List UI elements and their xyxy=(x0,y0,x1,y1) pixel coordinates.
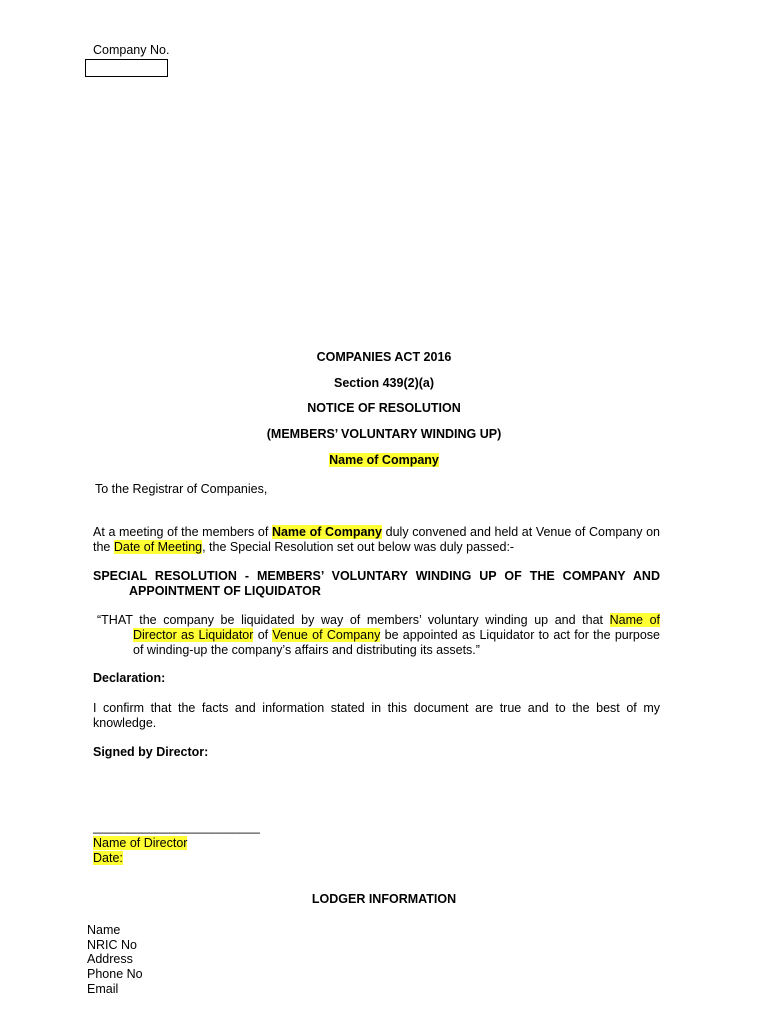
director-name-placeholder: Name of Director xyxy=(93,836,188,850)
director-name-block xyxy=(93,836,187,866)
lodger-fields xyxy=(87,923,143,997)
company-no-field[interactable] xyxy=(85,59,168,77)
venue-placeholder: Venue of Company xyxy=(272,628,381,642)
act-title: COMPANIES ACT 2016 xyxy=(316,350,452,364)
meeting-text-1: At a meeting of the members of xyxy=(93,525,272,539)
lodger-field-phone: Phone No xyxy=(87,967,143,982)
meeting-date-placeholder: Date of Meeting xyxy=(113,540,203,554)
notice-title: NOTICE OF RESOLUTION xyxy=(307,401,461,415)
signature-line[interactable]: ________________________ xyxy=(93,820,260,834)
declaration-text: I confirm that the facts and information stated in this document are true and to the best of my knowledge. xyxy=(93,701,660,730)
section-title: Section 439(2)(a) xyxy=(333,376,435,390)
meeting-company-placeholder: Name of Company xyxy=(271,525,383,539)
company-no-label: Company No. xyxy=(93,43,170,57)
subtitle: (MEMBERS’ VOLUNTARY WINDING UP) xyxy=(266,427,502,441)
company-name-title xyxy=(0,453,768,467)
lodger-field-nric: NRIC No xyxy=(87,937,138,952)
resolution-paragraph xyxy=(97,613,660,658)
meeting-text-3: , the Special Resolution set out below was duly passed:- xyxy=(202,540,515,554)
lodger-field-email: Email xyxy=(87,981,119,996)
resolution-text-2: of xyxy=(253,628,273,642)
declaration-heading: Declaration: xyxy=(93,671,166,685)
liquidator-placeholder: Name of Director as Liquidator xyxy=(133,613,660,642)
date-placeholder: Date: xyxy=(93,851,123,865)
company-name-placeholder: Name of Company xyxy=(329,453,439,467)
lodger-field-address: Address xyxy=(87,952,133,967)
lodger-heading: LODGER INFORMATION xyxy=(311,892,457,906)
signed-by-heading: Signed by Director: xyxy=(93,745,209,759)
resolution-text-3: be appointed as Liquidator to act for the purpose of winding-up the company’s affairs and distributing its assets.” xyxy=(133,628,660,657)
resolution-text-1: “THAT the company be liquidated by way of members’ voluntary winding up and that xyxy=(97,613,610,627)
addressee: To the Registrar of Companies, xyxy=(95,482,268,496)
special-resolution-heading: SPECIAL RESOLUTION - MEMBERS’ VOLUNTARY WINDING UP OF THE COMPANY AND APPOINTMENT OF LIQUIDATOR xyxy=(93,569,660,598)
lodger-field-name: Name xyxy=(87,923,121,937)
meeting-text-2: duly convened and held at Venue of Company on the xyxy=(93,525,660,554)
meeting-paragraph xyxy=(93,525,660,555)
